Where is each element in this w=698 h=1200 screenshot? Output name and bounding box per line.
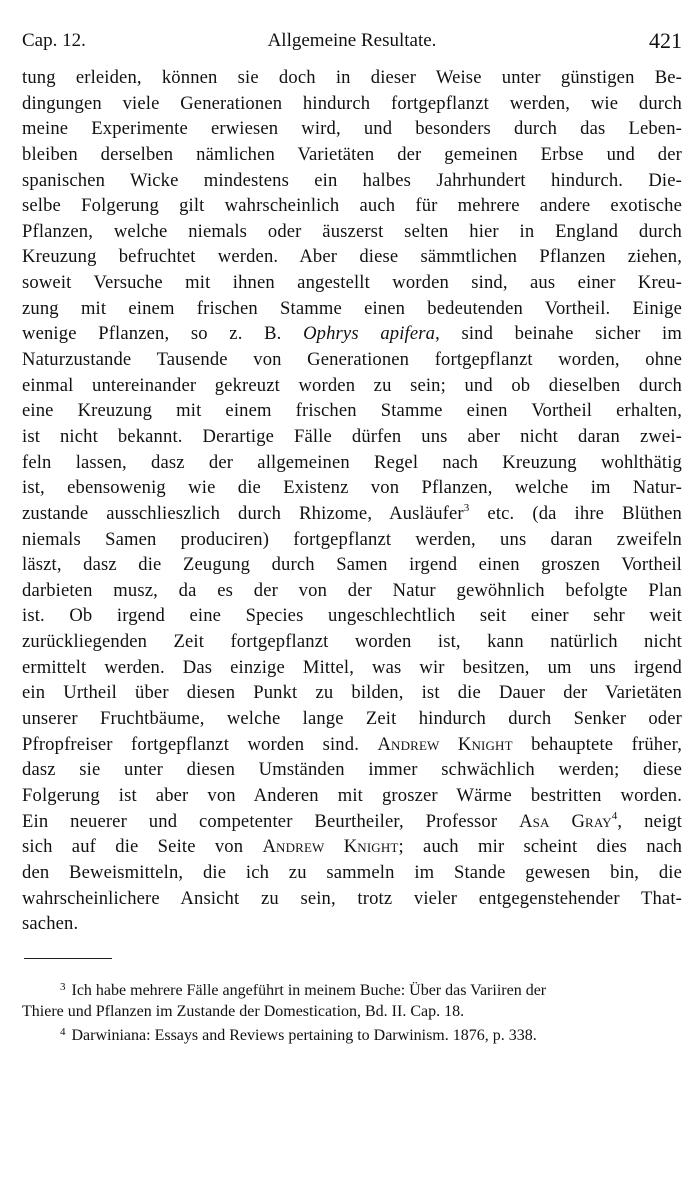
body-text — [22, 65, 682, 937]
book-page — [22, 24, 682, 1046]
text-line — [22, 321, 682, 347]
text-line: meine Experimente erwiesen wird, und besonders durch das Leben- — [22, 118, 682, 140]
footnote-number: 3 — [60, 980, 66, 993]
text-line: dingungen viele Generationen hindurch fortgepflanzt werden, wie durch — [22, 92, 682, 114]
text-line: niemals Samen produciren) fortgepflanzt werden, uns daran zweifeln — [22, 528, 682, 550]
text-line — [22, 501, 682, 527]
footnote-ref: 4 — [611, 809, 618, 822]
text-segment: , neigt — [617, 810, 682, 832]
text-line: Folgerung ist aber von Anderen mit groszer Wärme bestritten worden. — [22, 784, 682, 806]
text-segment: Pfropfreiser fortgepflanzt worden sind. — [22, 733, 378, 755]
text-line — [22, 834, 682, 860]
text-line: ist, ebensowenig wie die Existenz von Pflanzen, welche im Natur- — [22, 477, 682, 499]
text-line: wahrscheinlichere Ansicht zu sein, trotz vieler entgegenstehender That- — [22, 887, 682, 909]
footnotes — [22, 977, 682, 1046]
text-line: darbieten musz, da es der von der Natur gewöhnlich befolgte Plan — [22, 579, 682, 601]
text-line — [22, 809, 682, 835]
footnote — [22, 1022, 682, 1046]
footnote — [22, 977, 682, 1001]
text-line: ermittelt werden. Das einzige Mittel, was wir besitzen, um uns irgend — [22, 656, 682, 678]
text-line: eine Kreuzung mit einem frischen Stamme einen Vortheil erhalten, — [22, 400, 682, 422]
text-line: einmal untereinander gekreuzt worden zu sein; und ob dieselben durch — [22, 374, 682, 396]
running-title: Allgemeine Resultate. — [267, 30, 437, 51]
text-segment: etc. (da ihre Blüthen — [469, 502, 682, 524]
text-line: spanischen Wicke mindestens ein halbes Jahrhundert hindurch. Die- — [22, 169, 682, 191]
text-line: feln lassen, dasz der allgemeinen Regel nach Kreuzung wohlthätig — [22, 451, 682, 473]
text-line: läszt, dasz die Zeugung durch Samen irgend einen groszen Vortheil — [22, 554, 682, 576]
text-line: ist. Ob irgend eine Species ungeschlechtlich seit einer sehr weit — [22, 605, 682, 627]
text-line: unserer Fruchtbäume, welche lange Zeit hindurch durch Senker oder — [22, 708, 682, 730]
text-segment: behauptete früher, — [512, 733, 682, 755]
italic-species-name: Ophrys apifera — [303, 323, 436, 345]
text-line: dasz sie unter diesen Umständen immer schwächlich werden; diese — [22, 759, 682, 781]
author-name: Andrew Knight — [262, 836, 399, 858]
text-segment: sich auf die Seite von — [22, 836, 263, 858]
text-line: bleiben derselben nämlichen Varietäten der gemeinen Erbse und der — [22, 143, 682, 165]
footnote-divider — [24, 958, 112, 959]
footnote-ref: 3 — [463, 501, 470, 514]
text-line: zung mit einem frischen Stamme einen bedeutenden Vortheil. Einige — [22, 297, 682, 319]
text-segment: , sind beinahe sicher im — [435, 323, 682, 345]
page-number: 421 — [649, 28, 682, 53]
text-line: selbe Folgerung gilt wahrscheinlich auch für mehrere andere exotische — [22, 195, 682, 217]
text-segment: wenige Pflanzen, so z. B. — [22, 323, 304, 345]
text-line: soweit Versuche mit ihnen angestellt worden sind, aus einer Kreu- — [22, 272, 682, 294]
text-line: Naturzustande Tausende von Generationen fortgepflanzt worden, ohne — [22, 349, 682, 371]
text-line: sachen. — [22, 913, 79, 935]
text-line: Pflanzen, welche niemals oder äuszerst selten hier in England durch — [22, 220, 682, 242]
author-name: Andrew Knight — [377, 733, 513, 755]
text-line: ist nicht bekannt. Derartige Fälle dürfen uns aber nicht daran zwei- — [22, 425, 682, 447]
text-line: zurückliegenden Zeit fortgepflanzt worden ist, kann natürlich nicht — [22, 631, 682, 653]
author-name: Asa Gray — [519, 810, 612, 832]
text-line — [22, 732, 682, 758]
text-segment: Ein neuerer und competenter Beurtheiler, Professor — [22, 810, 520, 832]
text-segment: ; auch mir scheint dies nach — [398, 836, 682, 858]
footnote-text: Ich habe mehrere Fälle angeführt in meinem Buche: Über das Variiren der — [71, 981, 547, 999]
page-header — [22, 24, 682, 58]
footnote-text: Darwiniana: Essays and Reviews pertaining to Darwinism. 1876, p. 338. — [71, 1026, 537, 1044]
text-line: tung erleiden, können sie doch in dieser Weise unter günstigen Be- — [22, 67, 682, 88]
chapter-label: Cap. 12. — [22, 30, 86, 51]
footnote-continuation: Thiere und Pflanzen im Zustande der Domestication, Bd. II. Cap. 18. — [22, 1002, 465, 1020]
text-line: Kreuzung befruchtet werden. Aber diese sämmtlichen Pflanzen ziehen, — [22, 246, 682, 268]
text-line: ein Urtheil über diesen Punkt zu bilden, ist die Dauer der Varietäten — [22, 682, 682, 704]
footnote-number: 4 — [60, 1025, 66, 1038]
text-line: den Beweismitteln, die ich zu sammeln im Stande gewesen bin, die — [22, 861, 682, 883]
text-segment: zustande ausschlieszlich durch Rhizome, Ausläufer — [22, 502, 464, 524]
